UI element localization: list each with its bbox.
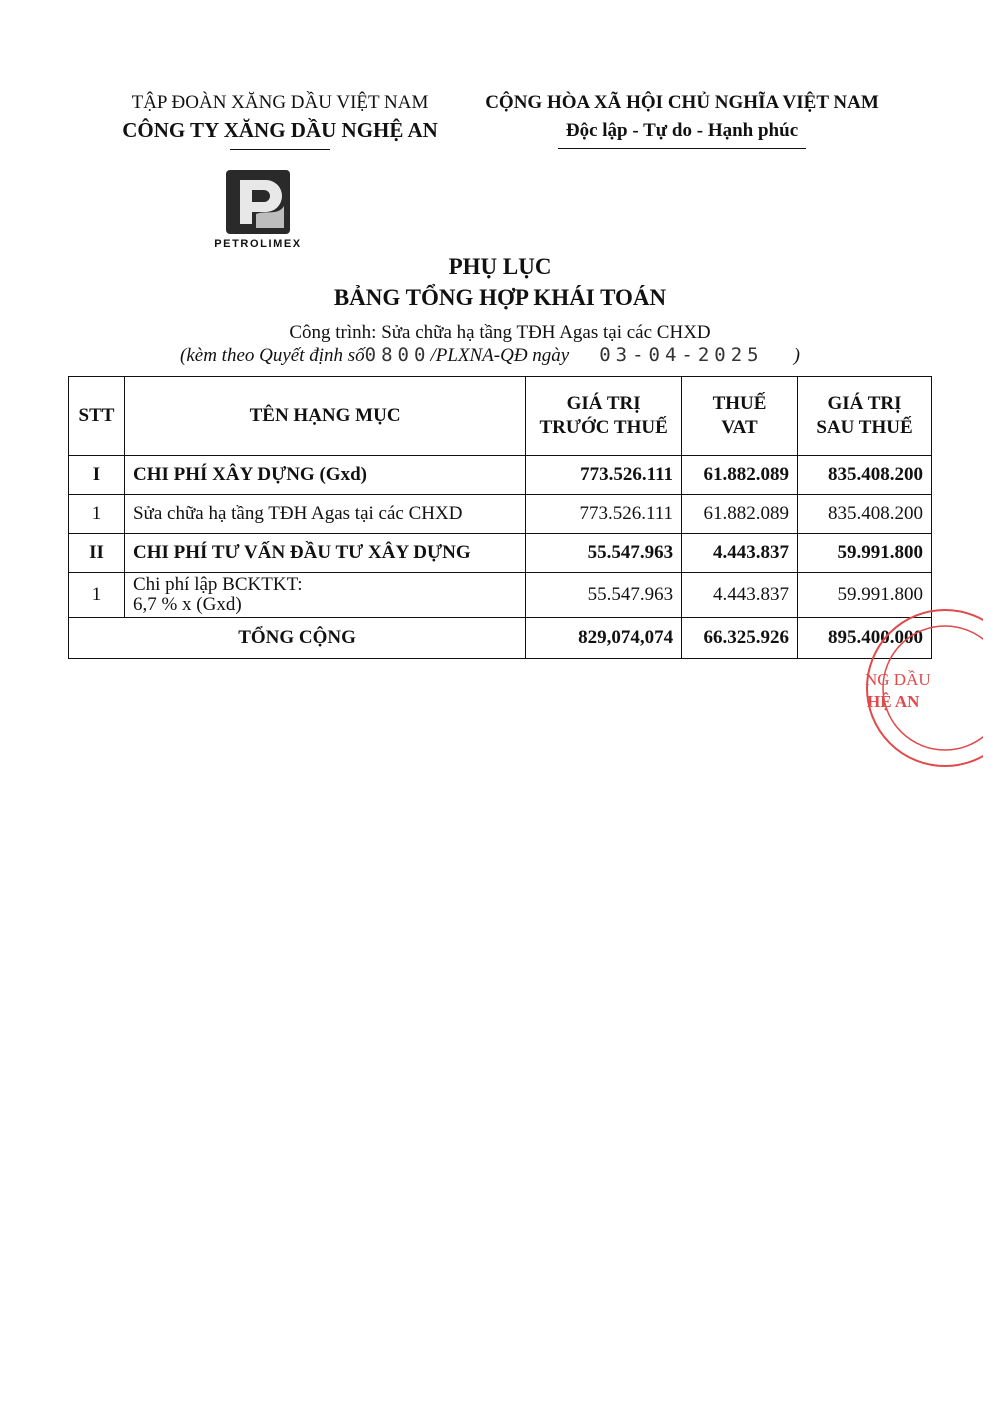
row-pre-tax: 773.526.111 xyxy=(526,456,682,495)
header-vat-line1: THUẾ xyxy=(712,393,767,414)
row-item-name: Sửa chữa hạ tầng TĐH Agas tại các CHXD xyxy=(124,495,525,534)
decision-number: 0800 xyxy=(364,344,431,366)
project-name: Công trình: Sửa chữa hạ tầng TĐH Agas tại các CHXD xyxy=(289,322,711,343)
table-row xyxy=(69,456,932,495)
petrolimex-emblem-icon xyxy=(226,170,290,234)
issuer-underline xyxy=(230,149,330,150)
header-post-tax xyxy=(798,377,932,456)
header-vat xyxy=(682,377,798,456)
reference-suffix: ) xyxy=(793,345,800,366)
header-pre-tax xyxy=(526,377,682,456)
reference-mid: /PLXNA-QĐ ngày xyxy=(430,345,570,366)
seal-text-line1: NG DẦU xyxy=(865,670,931,689)
row-pre-tax: 55.547.963 xyxy=(526,534,682,573)
decision-reference xyxy=(180,344,800,367)
petrolimex-logo xyxy=(208,170,308,250)
seal-text-line2: HỆ AN xyxy=(867,692,920,711)
row-vat: 4.443.837 xyxy=(682,573,798,618)
table-row xyxy=(69,573,932,618)
total-pre-tax: 829,074,074 xyxy=(526,618,682,659)
cost-summary-table xyxy=(68,376,932,659)
row-stt: II xyxy=(69,534,125,573)
row-item-name-line2: 6,7 % x (Gxd) xyxy=(132,594,242,615)
row-post-tax: 835.408.200 xyxy=(798,456,932,495)
organization-name: CÔNG TY XĂNG DẦU NGHỆ AN xyxy=(122,118,438,142)
company-seal-stamp xyxy=(845,600,983,772)
reference-prefix: (kèm theo Quyết định số xyxy=(180,345,365,366)
header-item-name: TÊN HẠNG MỤC xyxy=(124,377,525,456)
national-motto-block xyxy=(462,92,902,149)
total-post-tax: 895.400.000 xyxy=(798,618,932,659)
parent-organization: TẬP ĐOÀN XĂNG DẦU VIỆT NAM xyxy=(131,92,429,113)
row-post-tax: 835.408.200 xyxy=(798,495,932,534)
issuer-block xyxy=(100,92,460,150)
table-header-row xyxy=(69,377,932,456)
table-row xyxy=(69,495,932,534)
row-item-name-line1: Chi phí lập BCKTKT: xyxy=(132,574,303,595)
row-pre-tax: 55.547.963 xyxy=(526,573,682,618)
total-label: TỔNG CỘNG xyxy=(69,618,526,659)
row-vat: 61.882.089 xyxy=(682,495,798,534)
header-post-tax-line2: SAU THUẾ xyxy=(816,417,913,438)
appendix-title: PHỤ LỤC xyxy=(448,254,552,279)
document-title: BẢNG TỔNG HỢP KHÁI TOÁN xyxy=(333,285,667,310)
motto: Độc lập - Tự do - Hạnh phúc xyxy=(565,120,799,141)
motto-underline xyxy=(558,148,806,149)
row-post-tax: 59.991.800 xyxy=(798,573,932,618)
total-row xyxy=(69,618,932,659)
row-stt: I xyxy=(69,456,125,495)
header-post-tax-line1: GIÁ TRỊ xyxy=(827,393,902,414)
header-vat-line2: VAT xyxy=(721,417,758,438)
logo-brand-text: PETROLIMEX xyxy=(214,238,302,250)
table-row xyxy=(69,534,932,573)
row-stt: 1 xyxy=(69,495,125,534)
row-vat: 61.882.089 xyxy=(682,456,798,495)
row-item-name: CHI PHÍ TƯ VẤN ĐẦU TƯ XÂY DỰNG xyxy=(124,534,525,573)
decision-date: 03-04-2025 xyxy=(599,344,764,366)
row-item-name xyxy=(124,573,525,618)
row-post-tax: 59.991.800 xyxy=(798,534,932,573)
nation-name: CỘNG HÒA XÃ HỘI CHỦ NGHĨA VIỆT NAM xyxy=(485,92,879,113)
row-pre-tax: 773.526.111 xyxy=(526,495,682,534)
header-pre-tax-line1: GIÁ TRỊ xyxy=(566,393,641,414)
total-vat: 66.325.926 xyxy=(682,618,798,659)
row-item-name: CHI PHÍ XÂY DỰNG (Gxd) xyxy=(124,456,525,495)
header-stt: STT xyxy=(69,377,125,456)
header-pre-tax-line2: TRƯỚC THUẾ xyxy=(539,417,668,438)
row-stt: 1 xyxy=(69,573,125,618)
row-vat: 4.443.837 xyxy=(682,534,798,573)
